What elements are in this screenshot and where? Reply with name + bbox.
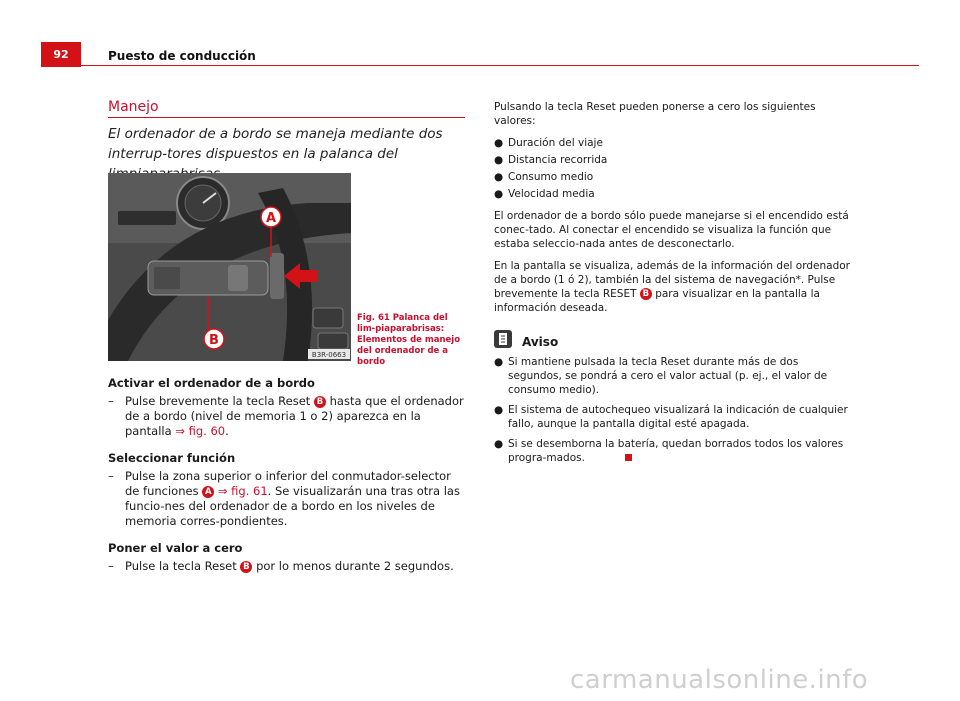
- callout-b-badge: B: [314, 396, 326, 408]
- callout-a-label: A: [265, 211, 277, 226]
- notice-title: Aviso: [522, 335, 559, 349]
- step-dash: –: [108, 469, 114, 483]
- step-reset: [108, 559, 468, 574]
- section-end-mark: [625, 454, 632, 461]
- bullet-icon: ●: [494, 137, 504, 149]
- right-column: [494, 100, 854, 471]
- notice-item: ● El sistema de autochequeo visualizará la indicación de cualquier fallo, aunque la pantalla digital esté apagada.: [494, 404, 848, 430]
- navigation-paragraph: En la pantalla se visualiza, además de la información del ordenador de a bordo (1 ó 2), también la del sistema de navegación*. Pulse brevemente la tecla RESET B para visualizar en la pantalla la información deseada.: [494, 260, 850, 314]
- subheading-select-function: Seleccionar función: [108, 451, 236, 465]
- bullet-icon: ●: [494, 188, 504, 200]
- fig-61-link[interactable]: ⇒ fig. 61: [214, 484, 268, 498]
- step-text: Pulse la zona superior o inferior del conmutador-selector de funciones A ⇒ fig. 61. Se visualizarán una tras otra las funcio-nes del ordenador de a bordo en los niveles de memoria corres-pondientes.: [125, 469, 460, 528]
- step-text: Pulse brevemente la tecla Reset B hasta que el ordenador de a bordo (nivel de memoria 1 o 2) aparezca en la pantalla ⇒ fig. 60.: [125, 394, 464, 438]
- section-rule: [108, 117, 465, 118]
- step-select-function: [108, 469, 468, 529]
- reset-values-list: [494, 136, 854, 201]
- figure-caption: Fig. 61 Palanca del lim-piaparabrisas: Elementos de manejo del ordenador de a bordo: [357, 313, 461, 367]
- section-intro: El ordenador de a bordo se maneja mediante dos interrup-tores dispuestos en la palanca del: [108, 126, 443, 162]
- notice-item: ● Si se desemborna la batería, quedan borrados todos los valores progra-mados.: [494, 438, 844, 464]
- list-item: ● Distancia recorrida: [494, 154, 608, 166]
- bullet-icon: ●: [494, 438, 504, 450]
- bullet-icon: ●: [494, 171, 504, 183]
- bullet-icon: ●: [494, 154, 504, 166]
- reset-intro-paragraph: Pulsando la tecla Reset pueden ponerse a cero los siguientes valores:: [494, 101, 816, 127]
- step-activate: [108, 394, 468, 439]
- callout-a-badge: A: [202, 486, 214, 498]
- section-title: Manejo: [108, 99, 159, 115]
- wiper-stalk-figure: [108, 173, 351, 361]
- subheading-activate: Activar el ordenador de a bordo: [108, 376, 315, 390]
- subheading-reset: Poner el valor a cero: [108, 541, 243, 555]
- watermark: carmanualsonline.info: [570, 665, 869, 695]
- callout-b-label: B: [209, 333, 219, 348]
- bullet-icon: ●: [494, 404, 504, 416]
- step-dash: –: [108, 394, 114, 408]
- step-dash: –: [108, 559, 114, 573]
- header-rule: [81, 65, 919, 66]
- notice-item: ● Si mantiene pulsada la tecla Reset durante más de dos segundos, se pondrá a cero el valor actual (p. ej., el valor de consumo medio).: [494, 356, 828, 396]
- figure-code: B3R-0663: [311, 351, 347, 359]
- list-item: ● Consumo medio: [494, 171, 594, 183]
- running-header: Puesto de conducción: [108, 49, 256, 63]
- step-text: Pulse la tecla Reset B por lo menos durante 2 segundos.: [125, 559, 454, 573]
- callout-b-badge: B: [640, 288, 652, 300]
- ignition-paragraph: El ordenador de a bordo sólo puede manejarse si el encendido está conec-tado. Al conectar el encendido se visualiza la función que estaba seleccio-nada antes de desconectarlo.: [494, 210, 849, 250]
- list-item: ● Velocidad media: [494, 188, 595, 200]
- left-column: [108, 376, 468, 586]
- bullet-icon: ●: [494, 356, 504, 368]
- fig-60-link[interactable]: ⇒ fig. 60: [175, 424, 226, 438]
- notice-header: [494, 329, 854, 349]
- figure-illustration: [108, 173, 351, 361]
- page-number: 92: [41, 42, 81, 67]
- callout-b-badge: B: [240, 561, 252, 573]
- info-notebook-icon: [494, 330, 512, 348]
- list-item: ● Duración del viaje: [494, 137, 603, 149]
